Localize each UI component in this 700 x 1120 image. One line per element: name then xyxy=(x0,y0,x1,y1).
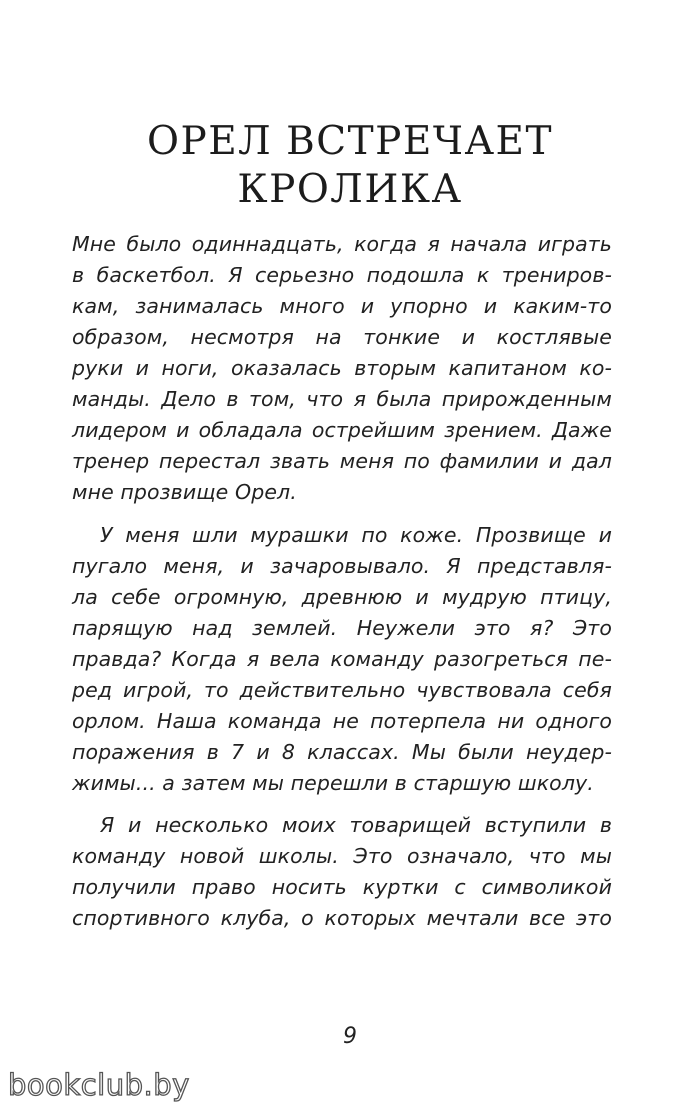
text-line: лидером и обладала острейшим зрением. Даже xyxy=(72,418,612,442)
chapter-title-line-2: КРОЛИКА xyxy=(237,166,463,212)
text-line: тренер перестал звать меня по фамилии и дал xyxy=(72,449,612,473)
text-line: У меня шли мурашки по коже. Прозвище и xyxy=(100,523,612,547)
text-line: команду новой школы. Это означало, что мы xyxy=(72,844,612,868)
text-line: орлом. Наша команда не потерпела ни одного xyxy=(72,709,612,733)
text-line: поражения в 7 и 8 классах. Мы были неудер- xyxy=(72,740,612,764)
text-line: Мне было одиннадцать, когда я начала играть xyxy=(72,232,612,256)
text-line: ла себе огромную, древнюю и мудрую птицу, xyxy=(72,585,612,609)
text-line: правда? Когда я вела команду разогреться пе- xyxy=(72,647,612,671)
text-line: жимы... а затем мы перешли в старшую школу. xyxy=(72,771,594,795)
text-line: ред игрой, то действительно чувствовала себя xyxy=(72,678,612,702)
text-line: пугало меня, и зачаровывало. Я представля- xyxy=(72,554,612,578)
watermark-logo: bookclub.by xyxy=(8,1068,190,1102)
text-line: образом, несмотря на тонкие и костлявые xyxy=(72,325,612,349)
text-line: манды. Дело в том, что я была прирожденным xyxy=(72,387,612,411)
chapter-title-line-1: ОРЕЛ ВСТРЕЧАЕТ xyxy=(146,119,553,165)
text-line: руки и ноги, оказалась вторым капитаном ко- xyxy=(72,356,612,380)
text-line: кам, занималась много и упорно и каким-то xyxy=(72,294,612,318)
text-line: в баскетбол. Я серьезно подошла к трениров- xyxy=(72,263,612,287)
text-line: парящую над землей. Неужели это я? Это xyxy=(72,616,612,640)
text-line: получили право носить куртки с символикой xyxy=(72,875,612,899)
text-line: мне прозвище Орел. xyxy=(72,480,297,504)
text-line: Я и несколько моих товарищей вступили в xyxy=(100,813,612,837)
page-number: 9 xyxy=(343,1024,357,1049)
text-line: спортивного клуба, о которых мечтали все это xyxy=(72,906,612,930)
